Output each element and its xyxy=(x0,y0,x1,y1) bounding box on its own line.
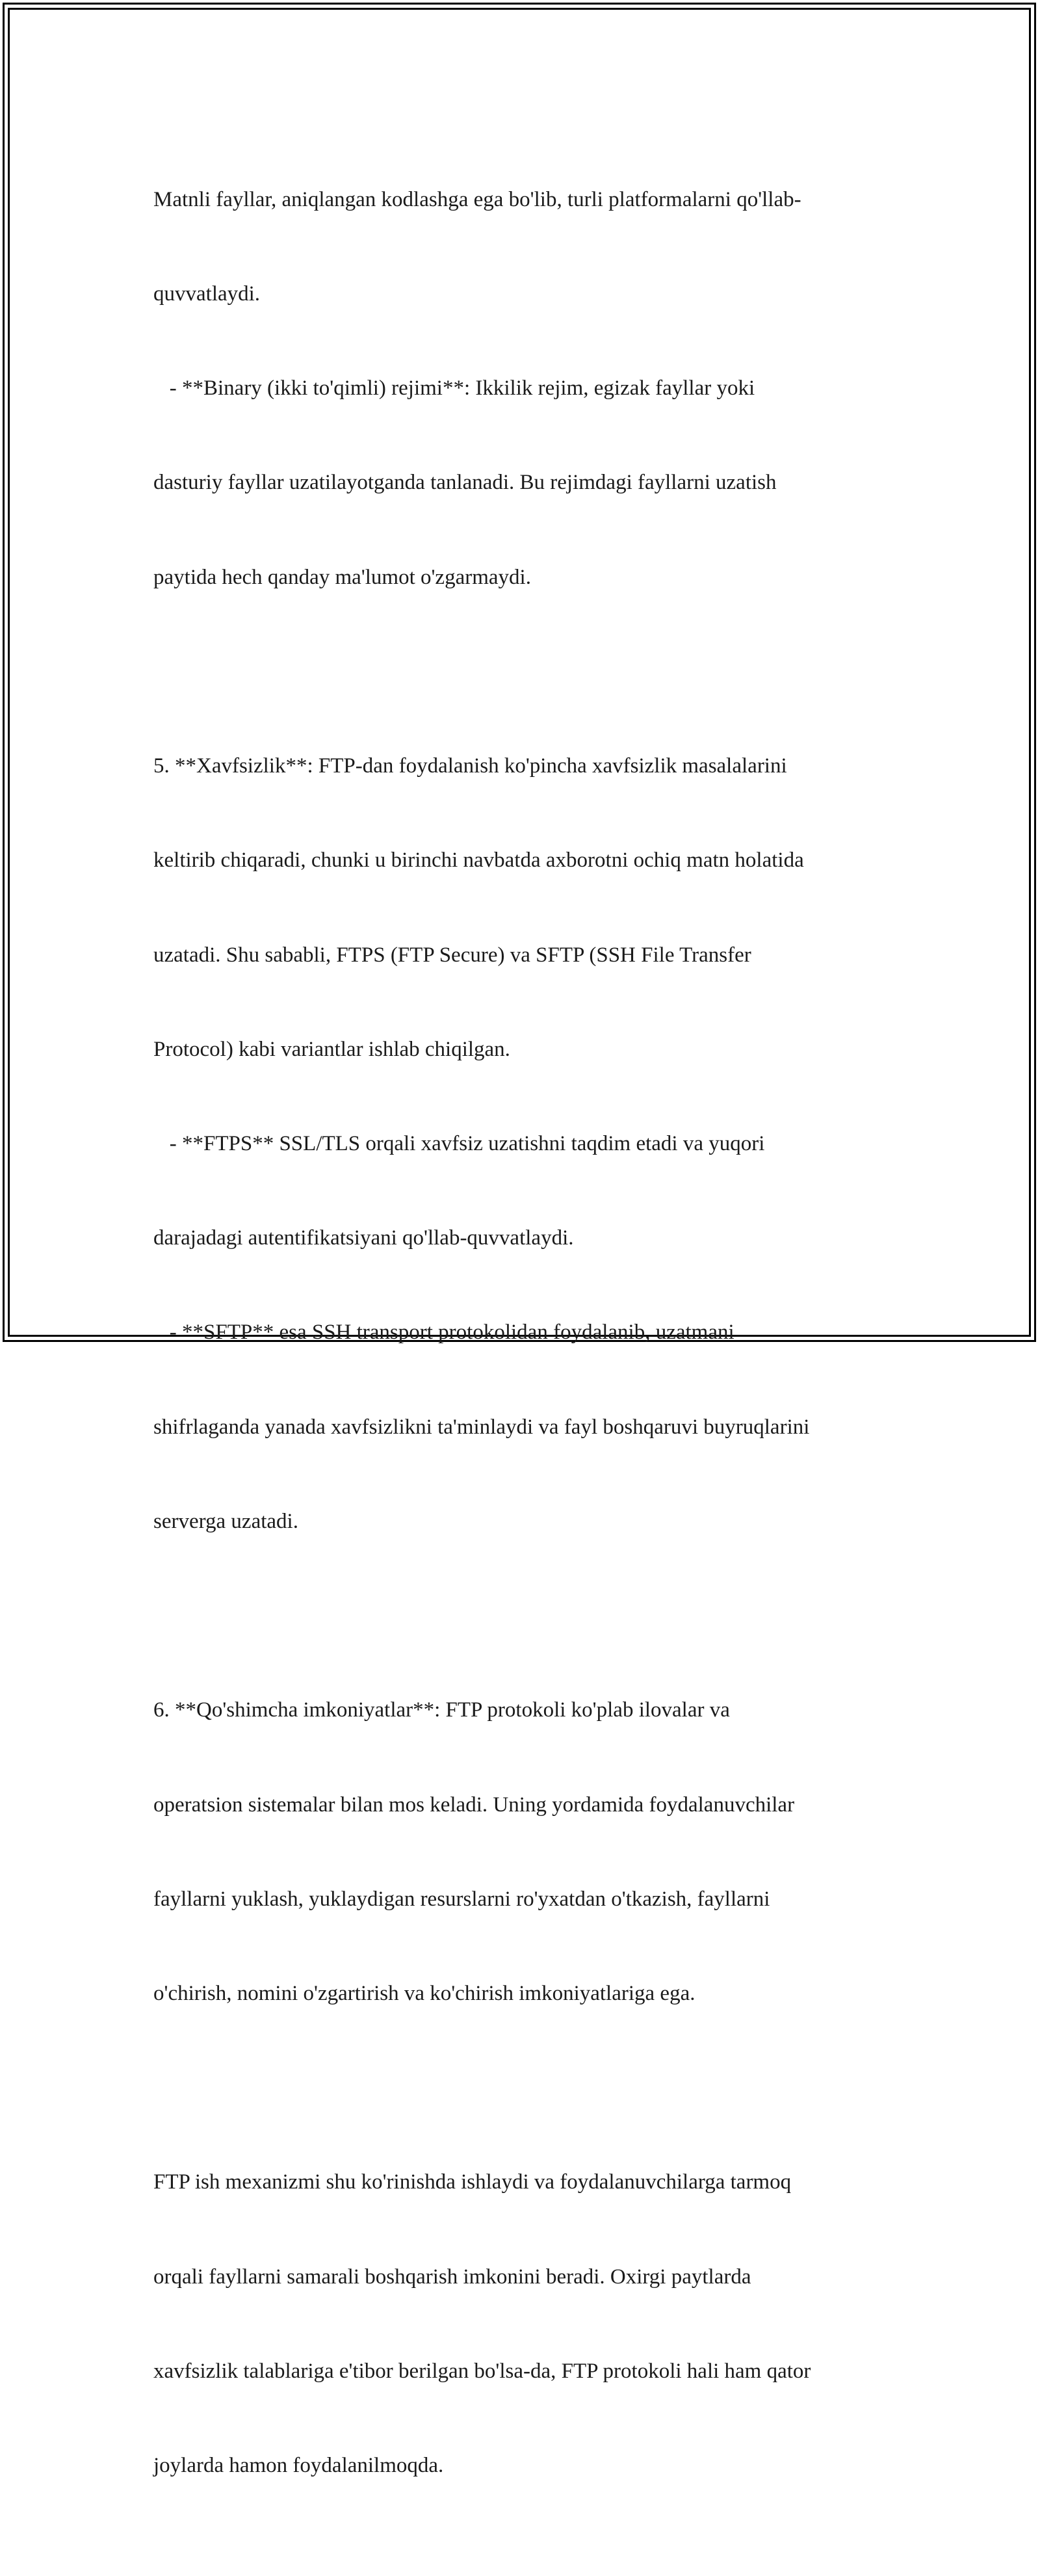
text-line: paytida hech qanday ma'lumot o'zgarmaydi. xyxy=(153,565,531,589)
text-line: dasturiy fayllar uzatilayotganda tanlanadi. Bu rejimdagi fayllarni uzatish xyxy=(153,471,777,495)
text-line: shifrlaganda yanada xavfsizlikni ta'minlaydi va fayl boshqaruvi buyruqlarini xyxy=(153,1415,810,1439)
document-body xyxy=(153,121,894,2576)
text-line: Protocol) kabi variantlar ishlab chiqilgan. xyxy=(153,1037,510,1061)
text-line: serverga uzatadi. xyxy=(153,1509,298,1533)
text-line: 6. **Qo'shimcha imkoniyatlar**: FTP protokoli ko'plab ilovalar va xyxy=(153,1698,730,1722)
text-line: uzatadi. Shu sababli, FTPS (FTP Secure) va SFTP (SSH File Transfer xyxy=(153,943,751,967)
paragraph-additional-features xyxy=(153,1631,894,2072)
text-line: joylarda hamon foydalanilmoqda. xyxy=(153,2454,444,2478)
text-line: FTP ish mexanizmi shu ko'rinishda ishlaydi va foydalanuvchilarga tarmoq xyxy=(153,2170,792,2194)
paragraph-security xyxy=(153,687,894,1600)
text-line: operatsion sistemalar bilan mos keladi. Uning yordamida foydalanuvchilar xyxy=(153,1793,795,1817)
text-line: o'chirish, nomini o'zgartirish va ko'chirish imkoniyatlariga ega. xyxy=(153,1981,696,2005)
text-line: 5. **Xavfsizlik**: FTP-dan foydalanish ko'pincha xavfsizlik masalalarini xyxy=(153,754,787,778)
text-line: - **SFTP** esa SSH transport protokolidan foydalanib, uzatmani xyxy=(153,1321,734,1345)
paragraph-transfer-modes xyxy=(153,121,894,656)
text-line: orqali fayllarni samarali boshqarish imkonini beradi. Oxirgi paytlarda xyxy=(153,2265,751,2289)
text-line: keltirib chiqaradi, chunki u birinchi navbatda axborotni ochiq matn holatida xyxy=(153,848,804,873)
text-line: fayllarni yuklash, yuklaydigan resurslarni ro'yxatdan o'tkazish, fayllarni xyxy=(153,1887,770,1911)
text-line: xavfsizlik talablariga e'tibor berilgan bo'lsa-da, FTP protokoli hali ham qator xyxy=(153,2359,811,2383)
text-line: darajadagi autentifikatsiyani qo'llab-quvvatlaydi. xyxy=(153,1226,574,1250)
text-line: - **FTPS** SSL/TLS orqali xavfsiz uzatishni taqdim etadi va yuqori xyxy=(153,1131,765,1155)
text-line: quvvatlaydi. xyxy=(153,282,261,306)
text-line: Matnli fayllar, aniqlangan kodlashga ega bo'lib, turli platformalarni qo'llab- xyxy=(153,187,801,211)
paragraph-conclusion xyxy=(153,2104,894,2545)
text-line: - **Binary (ikki to'qimli) rejimi**: Ikkilik rejim, egizak fayllar yoki xyxy=(153,376,755,401)
